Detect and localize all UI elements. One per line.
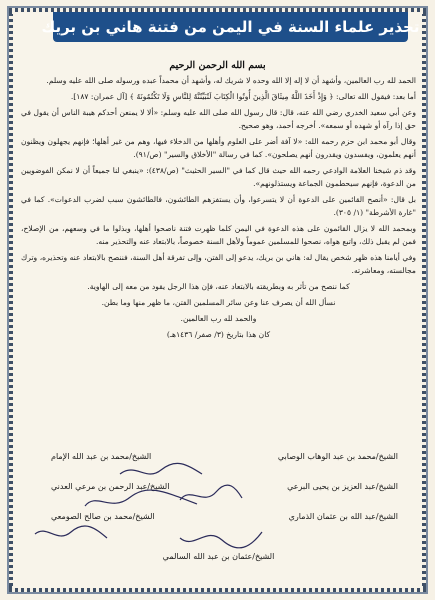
paragraph-hadith: وعن أبي سعيد الخدري رضي الله عنه، قال: قال رسول الله صلى الله عليه وسلم: «ألا لا يمنعن أحدكم هيبة الناس أن يقول في حق إذا رآه أو شهده أو سمعه». أخرجه أحمد، وهو صحيح. <box>21 108 416 130</box>
title-banner <box>41 12 420 42</box>
paragraph-quran-verse: أما بعد: فيقول الله تعالى: ﴿ وَإِذْ أَخَذَ اللَّهُ مِيثَاقَ الَّذِينَ أُوتُوا الْكِتَابَ لَتُبَيِّنُنَّهُ لِلنَّاسِ وَلَا تَكْتُمُونَهُ ﴾ [آل عمران: ١٨٧]. <box>70 92 416 101</box>
handwritten-signature-2 <box>81 488 201 514</box>
signature-imam: الشيخ/محمد بن عبد الله الإمام <box>51 452 152 461</box>
document-body <box>13 12 422 588</box>
handwritten-signature-5 <box>31 522 111 546</box>
paragraph-wadii: وقد ذم شيخنا العلامة الوادعي رحمه الله حيث قال كما في "السير الحثيث" (ص/٤٣٨): «ينبغي لنا جميعاً أن لا نمكن الفوضويين من الدعوة، فإنهم سيحطمون الجماعة ويستذلونهم». <box>21 166 416 188</box>
page-title: تحذير علماء السنة في اليمن من فتنة هاني بن بريك <box>41 18 420 36</box>
paragraph-advice: بل قال: «أنصح القائمين على الدعوة أن لا يتسرعوا، وأن يستفزهم الطائشون، فالطائشون سبب لضرب الدعوات». كما في "غارة الأشرطة" (١/ ٣٠٥). <box>21 195 416 217</box>
paragraph-praise: والحمد لله رب العالمين. <box>180 314 257 323</box>
statement-text <box>21 74 416 344</box>
signature-dhamari: الشيخ/عبد الله بن عثمان الذماري <box>288 512 398 521</box>
handwritten-signature-3 <box>176 484 246 508</box>
signature-wasabi: الشيخ/محمد بن عبد الوهاب الوصابي <box>277 452 398 461</box>
signatures-block <box>21 452 416 582</box>
handwritten-signature-1 <box>116 460 206 482</box>
paragraph-ibn-hazm: وقال أبو محمد ابن حزم رحمه الله: «لا آفة أضر على العلوم وأهلها من الدخلاء فيها، وهم من غير أهلها؛ فإنهم يجهلون ويظنون أنهم يعلمون، ويفسدون ويقدرون أنهم يصلحون». كما في رسالة "الأخلاق والسير" (ص/٩١). <box>21 137 416 159</box>
paragraph-opening: الحمد لله رب العالمين، وأشهد أن لا إله إلا الله وحده لا شريك له، وأشهد أن محمداً عبده ورسوله صلى الله عليه وسلم. <box>46 76 416 85</box>
bismillah-line: بسم الله الرحمن الرحيم <box>169 60 266 71</box>
handwritten-signature-4 <box>176 524 266 550</box>
signature-salimi: الشيخ/عثمان بن عبد الله السالمي <box>162 552 275 561</box>
signature-sawmai: الشيخ/محمد بن صالح الصومعي <box>51 512 155 521</box>
paragraph-date: كان هذا بتاريخ (٣/ صفر/ ١٤٣٦هـ) <box>166 330 271 339</box>
signature-burai: الشيخ/عبد العزيز بن يحيى البرعي <box>287 482 398 491</box>
paragraph-counsel: كما ننصح من تأثر به وبطريقته بالابتعاد عنه، فإن هذا الرجل يقود من معه إلى الهاوية. <box>87 282 350 291</box>
paragraph-yemen-dawa: وبمحمد الله لا يزال القائمون على هذه الدعوة في اليمن كلما ظهرت فتنة ناصحوا أهلها، وبذلوا ما في وسعهم، من الإصلاح، فمن لم يقبل ذلك، واتبع هواه، نصحوا للمسلمين عموماً ولأهل السنة خصوصاً، بالابتعاد عنه والتحذير منه. <box>21 224 416 246</box>
paragraph-supplication: نسأل الله أن يصرف عنا وعن سائر المسلمين الفتن، ما ظهر منها وما بطن. <box>101 298 336 307</box>
paragraph-warning: وفي أيامنا هذه ظهر شخص يقال له: هاني بن بريك، يدعو إلى الفتن، وإلى تفرقة أهل السنة، فننصح بالابتعاد عنه وتحذيره، وترك مجالسته، ومعاشرته. <box>21 253 416 275</box>
signature-adeni: الشيخ/عبد الرحمن بن مرعي العدني <box>51 482 170 491</box>
